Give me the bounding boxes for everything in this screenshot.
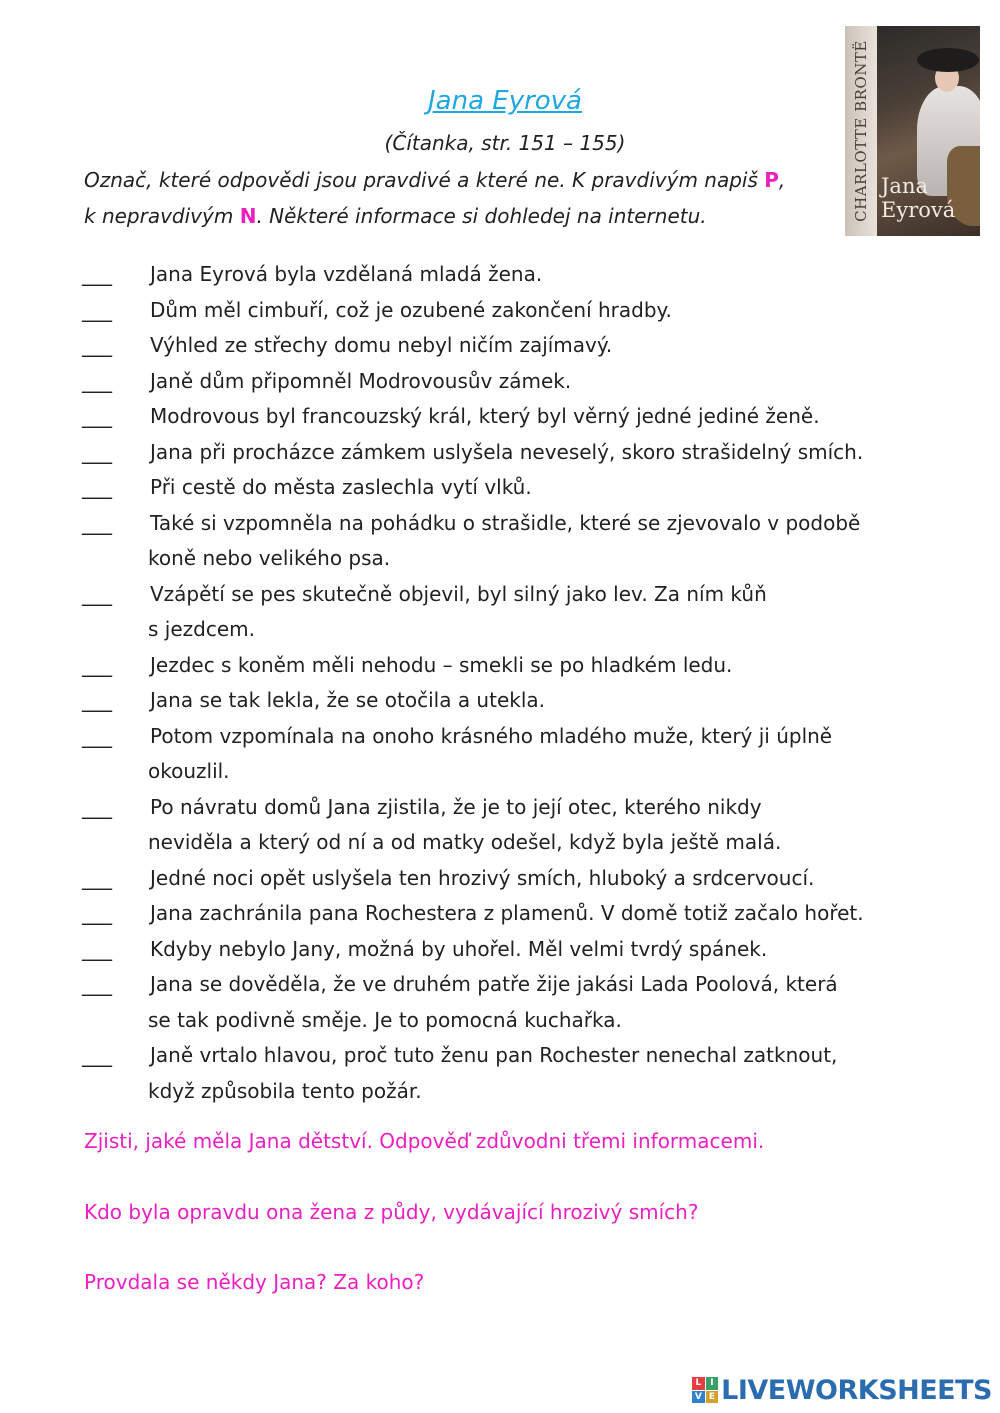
book-cover-title [881,174,955,222]
statement-text: Jana Eyrová byla vzdělaná mladá žena. [150,262,543,286]
answer-blank[interactable]: ___ [82,333,112,357]
logo-mark-letter: L [692,1377,705,1390]
answer-blank[interactable]: ___ [82,901,112,925]
statement-text-continuation: když způsobila tento požár. [148,1078,422,1103]
statement-text: Při cestě do města zaslechla vytí vlků. [150,475,532,499]
worksheet-subtitle: (Čítanka, str. 151 – 155) [384,131,626,155]
statement-text: Janě vrtalo hlavou, proč tuto ženu pan Rochester nenechal zatknout, [150,1043,838,1067]
statement-text: Jedné noci opět uslyšela ten hrozivý smích, hluboký a srdcervoucí. [150,865,815,890]
statement-text: Modrovous byl francouzský král, který byl věrný jedné jediné ženě. [150,404,820,428]
answer-blank[interactable]: ___ [82,794,112,819]
answer-blank[interactable]: ___ [82,688,112,712]
answer-blank[interactable]: ___ [82,1043,112,1067]
statement-text: Vzápětí se pes skutečně objevil, byl silný jako lev. Za ním kůň [150,581,767,606]
book-cover-title-line: Jana [881,174,928,198]
answer-blank[interactable]: ___ [82,865,112,890]
statement-text: Dům měl cimbuří, což je ozubené zakončení hradby. [150,297,672,322]
instructions-text: Označ, které odpovědi jsou pravdivé a které ne. K pravdivým napiš [84,168,765,192]
answer-blank[interactable]: ___ [82,297,112,322]
statement-text-continuation: neviděla a který od ní a od matky odešel, když byla ještě malá. [148,830,782,854]
worksheet-title: Jana Eyrová [427,86,582,116]
logo-mark-letter: I [706,1377,719,1390]
statement-text: Po návratu domů Jana zjistila, že je to její otec, kterého nikdy [150,794,762,819]
answer-blank[interactable]: ___ [82,936,112,961]
instructions-text-end: . Některé informace si dohledej na internetu. [256,204,707,228]
cover-figure-hat [917,48,979,72]
answer-blank[interactable]: ___ [82,368,112,393]
statement-text-continuation: s jezdcem. [148,617,255,641]
answer-blank[interactable]: ___ [82,510,112,535]
statement-text-continuation: okouzlil. [148,759,230,783]
true-letter: P [764,168,779,192]
open-question: Zjisti, jaké měla Jana dětství. Odpověď zdůvodni třemi informacemi. [84,1129,765,1153]
statement-text: Jana se tak lekla, že se otočila a utekla. [150,688,545,712]
statement-text: Kdyby nebylo Jany, možná by uhořel. Měl velmi tvrdý spánek. [150,936,768,961]
book-author: CHARLOTTE BRONTË [852,40,870,222]
liveworksheets-logo-icon [692,1377,718,1403]
statement-text-continuation: se tak podivně směje. Je to pomocná kuchařka. [148,1007,622,1032]
open-question: Provdala se někdy Jana? Za koho? [84,1270,425,1294]
statement-text: Výhled ze střechy domu nebyl ničím zajímavý. [150,333,613,357]
instructions-line-2 [84,204,707,228]
liveworksheets-logo [692,1373,992,1407]
statement-text: Janě dům připomněl Modrovousův zámek. [150,368,572,393]
statement-text-continuation: koně nebo velikého psa. [148,546,391,570]
answer-blank[interactable]: ___ [82,723,112,748]
book-spine [845,26,877,236]
answer-blank[interactable]: ___ [82,404,112,428]
instructions-line-1 [84,168,785,192]
book-cover-image [845,26,980,236]
statement-text: Jana při procházce zámkem uslyšela neveselý, skoro strašidelný smích. [150,439,864,464]
book-cover-title-line: Eyrová [881,198,956,222]
answer-blank[interactable]: ___ [82,439,112,464]
logo-mark-letter: V [692,1391,705,1404]
answer-blank[interactable]: ___ [82,581,112,606]
instructions-text: k nepravdivým [84,204,240,228]
false-letter: N [239,204,257,228]
open-question: Kdo byla opravdu ona žena z půdy, vydávající hrozivý smích? [84,1200,699,1224]
instructions-punct: , [778,168,786,192]
logo-mark-letter: E [706,1391,719,1404]
answer-blank[interactable]: ___ [82,475,112,499]
statement-text: Také si vzpomněla na pohádku o strašidle, které se zjevovalo v podobě [150,510,861,535]
statement-text: Jezdec s koněm měli nehodu – smekli se po hladkém ledu. [150,652,733,677]
answer-blank[interactable]: ___ [82,972,112,996]
statement-text: Potom vzpomínala na onoho krásného mladého muže, který ji úplně [150,723,833,748]
liveworksheets-logo-text: LIVEWORKSHEETS [721,1374,992,1406]
answer-blank[interactable]: ___ [82,262,112,286]
statement-text: Jana zachránila pana Rochestera z plamenů. V domě totiž začalo hořet. [150,901,864,925]
statement-text: Jana se dověděla, že ve druhém patře žije jakási Lada Poolová, která [150,972,838,996]
answer-blank[interactable]: ___ [82,652,112,677]
